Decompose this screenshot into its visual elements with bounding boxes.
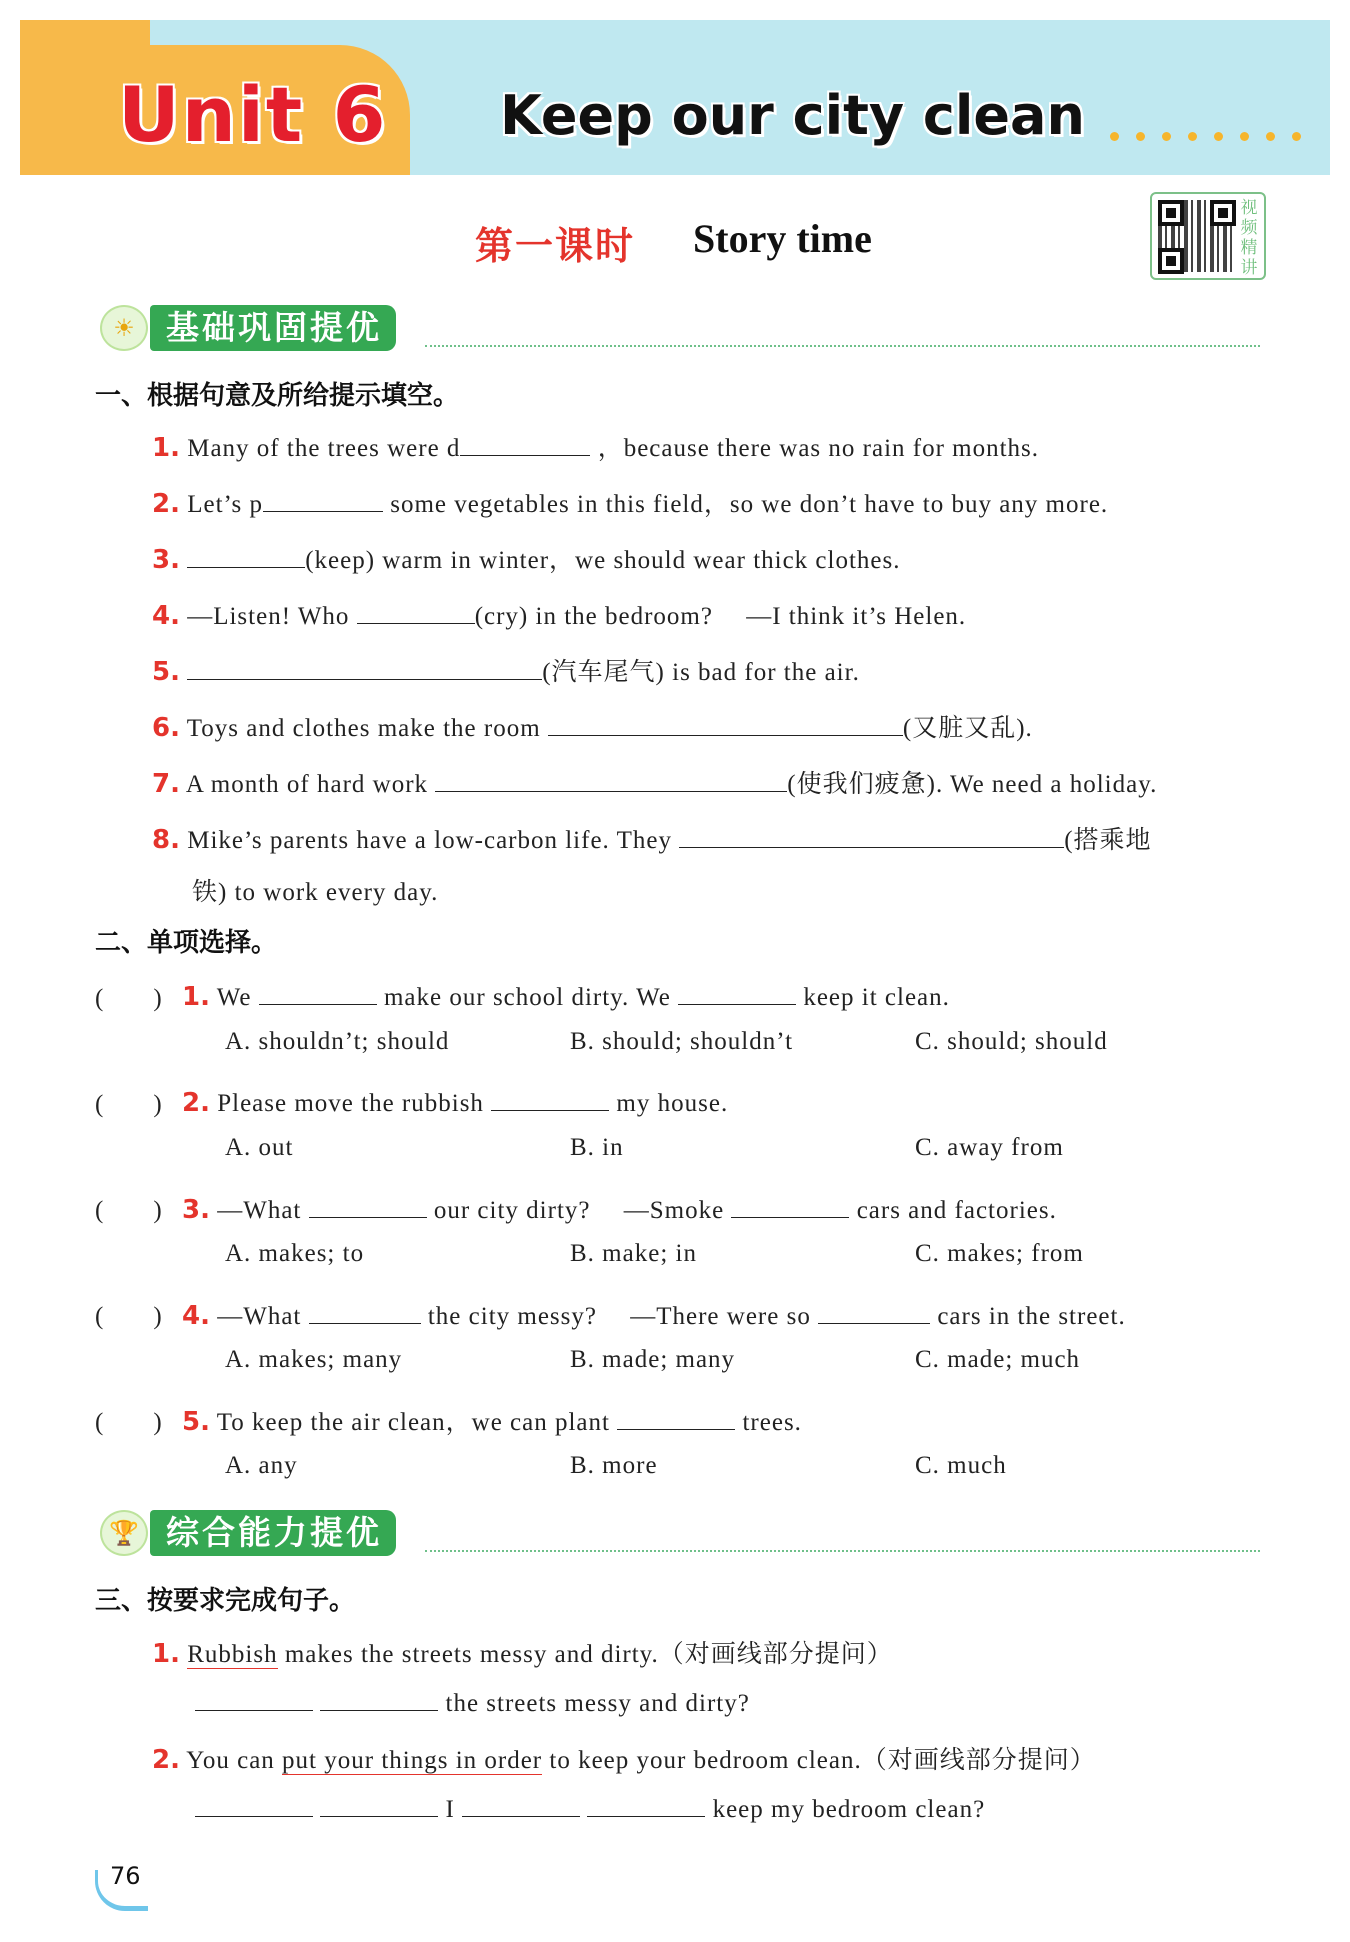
- qr-label: 视频精讲: [1240, 198, 1258, 278]
- answer-blank[interactable]: [491, 1084, 609, 1111]
- part3-heading: 三、按要求完成句子。: [95, 1586, 356, 1616]
- answer-blank[interactable]: [320, 1684, 438, 1711]
- question-text: You can: [186, 1747, 283, 1774]
- answer-blank[interactable]: [357, 597, 475, 624]
- question-number: 6.: [152, 713, 180, 743]
- answer-blank[interactable]: [731, 1191, 849, 1218]
- question-text: make our school dirty. We: [383, 984, 671, 1011]
- question-text: makes the streets messy and dirty.（对画线部分提问）: [277, 1641, 893, 1668]
- section-label: 综合能力提优: [150, 1510, 396, 1556]
- fill-question-4: [152, 596, 966, 632]
- lesson-title-en: Story time: [693, 216, 872, 261]
- fill-question-3: [152, 540, 901, 576]
- question-text: —Listen! Who: [187, 603, 350, 630]
- answer-text: keep my bedroom clean?: [712, 1796, 986, 1823]
- rewrite-answer-2: [195, 1790, 985, 1824]
- question-text: my house.: [616, 1090, 729, 1117]
- option-b[interactable]: B. more: [570, 1452, 658, 1479]
- question-text: Toys and clothes make the room: [186, 715, 541, 742]
- question-text: Mike’s parents have a low-carbon life. They: [187, 827, 672, 854]
- option-a[interactable]: A. makes; many: [225, 1346, 403, 1373]
- section-divider: [425, 345, 1260, 347]
- underlined-text: put your things in order: [282, 1747, 543, 1774]
- question-text: (搭乘地: [1064, 827, 1152, 854]
- section-label: 基础巩固提优: [150, 305, 396, 351]
- answer-blank[interactable]: [587, 1790, 705, 1817]
- answer-blank[interactable]: [187, 541, 305, 568]
- answer-blank[interactable]: [320, 1790, 438, 1817]
- fill-question-6: [152, 708, 1033, 744]
- rewrite-answer-1: [195, 1684, 750, 1718]
- fill-question-1: [152, 428, 1039, 464]
- option-b[interactable]: B. should; shouldn’t: [570, 1028, 794, 1055]
- answer-blank[interactable]: [263, 485, 383, 512]
- question-number: 2.: [152, 489, 180, 519]
- rewrite-question-2: [152, 1740, 1096, 1776]
- fill-question-8-continued: 铁) to work every day.: [192, 879, 439, 906]
- question-number: 5.: [152, 657, 180, 687]
- option-b[interactable]: B. in: [570, 1134, 624, 1161]
- question-text: to keep your bedroom clean.（对画线部分提问）: [542, 1747, 1096, 1774]
- option-a[interactable]: A. makes; to: [225, 1240, 365, 1267]
- option-c[interactable]: C. made; much: [915, 1346, 1081, 1373]
- option-c[interactable]: C. away from: [915, 1134, 1064, 1161]
- question-number: 2.: [182, 1088, 210, 1118]
- question-text: To keep the air clean，we can plant: [216, 1409, 610, 1436]
- question-text: cars in the street.: [937, 1303, 1126, 1330]
- question-number: 1.: [182, 982, 210, 1012]
- answer-text: the streets messy and dirty?: [445, 1690, 750, 1717]
- question-number: 3.: [152, 545, 180, 575]
- question-text: Please move the rubbish: [217, 1090, 484, 1117]
- question-text: —What: [217, 1197, 302, 1224]
- fill-question-2: [152, 484, 1108, 520]
- question-number: 4.: [152, 601, 180, 631]
- answer-paren[interactable]: ( ): [95, 1409, 162, 1436]
- choice-question-4: [182, 1296, 1126, 1332]
- option-c[interactable]: C. should; should: [915, 1028, 1108, 1055]
- section-header-comprehensive: [100, 1510, 1260, 1556]
- question-text: Let’s p: [187, 491, 263, 518]
- part2-heading: 二、单项选择。: [95, 928, 278, 958]
- question-text: keep it clean.: [803, 984, 950, 1011]
- unit-title: Keep our city clean: [500, 84, 1085, 147]
- underlined-text: Rubbish: [187, 1641, 278, 1668]
- option-a[interactable]: A. any: [225, 1452, 298, 1479]
- rewrite-question-1: [152, 1634, 893, 1670]
- answer-blank[interactable]: [462, 1790, 580, 1817]
- option-a[interactable]: A. shouldn’t; should: [225, 1028, 450, 1055]
- section-header-basic: [100, 305, 1260, 351]
- choice-question-3: [182, 1190, 1057, 1226]
- question-text: ，because there was no rain for months.: [597, 435, 1040, 462]
- answer-blank[interactable]: [259, 978, 377, 1005]
- fill-question-5: [152, 652, 860, 688]
- trophy-icon: 🏆: [100, 1510, 148, 1556]
- page-number: 76: [110, 1862, 141, 1890]
- option-a[interactable]: A. out: [225, 1134, 294, 1161]
- question-number: 4.: [182, 1301, 210, 1331]
- answer-blank[interactable]: [309, 1191, 427, 1218]
- question-number: 1.: [152, 1639, 180, 1669]
- answer-blank[interactable]: [195, 1790, 313, 1817]
- question-text: (keep) warm in winter，we should wear thick clothes.: [305, 547, 901, 574]
- question-text: some vegetables in this field，so we don’t have to buy any more.: [390, 491, 1109, 518]
- option-c[interactable]: C. makes; from: [915, 1240, 1084, 1267]
- lesson-title-cn: 第一课时: [475, 223, 636, 268]
- question-number: 8.: [152, 825, 180, 855]
- question-number: 1.: [152, 433, 180, 463]
- question-text: A month of hard work: [185, 771, 429, 798]
- cube-sun-icon: ☀: [100, 305, 148, 351]
- fill-question-7: [152, 764, 1157, 800]
- answer-paren[interactable]: ( ): [95, 1091, 162, 1118]
- answer-blank[interactable]: [309, 1297, 421, 1324]
- part1-heading: 一、根据句意及所给提示填空。: [95, 381, 460, 411]
- answer-blank[interactable]: [679, 821, 1064, 848]
- unit-label: Unit 6: [118, 70, 388, 159]
- choice-question-1: [182, 978, 950, 1012]
- question-text: (汽车尾气) is bad for the air.: [542, 659, 860, 686]
- answer-paren[interactable]: ( ): [95, 1303, 162, 1330]
- choice-question-2: [182, 1084, 728, 1118]
- question-text: Many of the trees were d: [187, 435, 461, 462]
- question-text: (使我们疲惫). We need a holiday.: [787, 771, 1158, 798]
- qr-finder-icon: [1210, 200, 1236, 226]
- option-c[interactable]: C. much: [915, 1452, 1007, 1479]
- qr-finder-icon: [1158, 248, 1184, 274]
- question-text: trees.: [742, 1409, 802, 1436]
- answer-blank[interactable]: [187, 653, 542, 680]
- choice-question-5: [182, 1402, 802, 1438]
- answer-blank[interactable]: [195, 1684, 313, 1711]
- answer-blank[interactable]: [435, 765, 787, 792]
- answer-blank[interactable]: [678, 978, 796, 1005]
- answer-blank[interactable]: [548, 709, 903, 736]
- question-text: the city messy? —There were so: [427, 1303, 811, 1330]
- question-text: —What: [217, 1303, 302, 1330]
- qr-finder-icon: [1158, 200, 1184, 226]
- answer-paren[interactable]: ( ): [95, 985, 162, 1012]
- decorative-dots: [1110, 128, 1318, 146]
- question-text: We: [216, 984, 252, 1011]
- question-number: 3.: [182, 1195, 210, 1225]
- answer-blank[interactable]: [617, 1403, 735, 1430]
- qr-code-box[interactable]: [1150, 192, 1266, 280]
- question-text: cars and factories.: [856, 1197, 1057, 1224]
- option-b[interactable]: B. make; in: [570, 1240, 697, 1267]
- question-number: 2.: [152, 1745, 180, 1775]
- answer-blank[interactable]: [818, 1297, 930, 1324]
- answer-blank[interactable]: [460, 429, 590, 456]
- question-number: 7.: [152, 769, 180, 799]
- question-text: our city dirty? —Smoke: [433, 1197, 725, 1224]
- section-divider: [425, 1550, 1260, 1552]
- question-number: 5.: [182, 1407, 210, 1437]
- option-b[interactable]: B. made; many: [570, 1346, 736, 1373]
- answer-text: I: [445, 1796, 455, 1823]
- answer-paren[interactable]: ( ): [95, 1197, 162, 1224]
- fill-question-8: [152, 820, 1152, 856]
- question-text: (又脏又乱).: [902, 715, 1033, 742]
- question-text: (cry) in the bedroom? —I think it’s Helen.: [474, 603, 967, 630]
